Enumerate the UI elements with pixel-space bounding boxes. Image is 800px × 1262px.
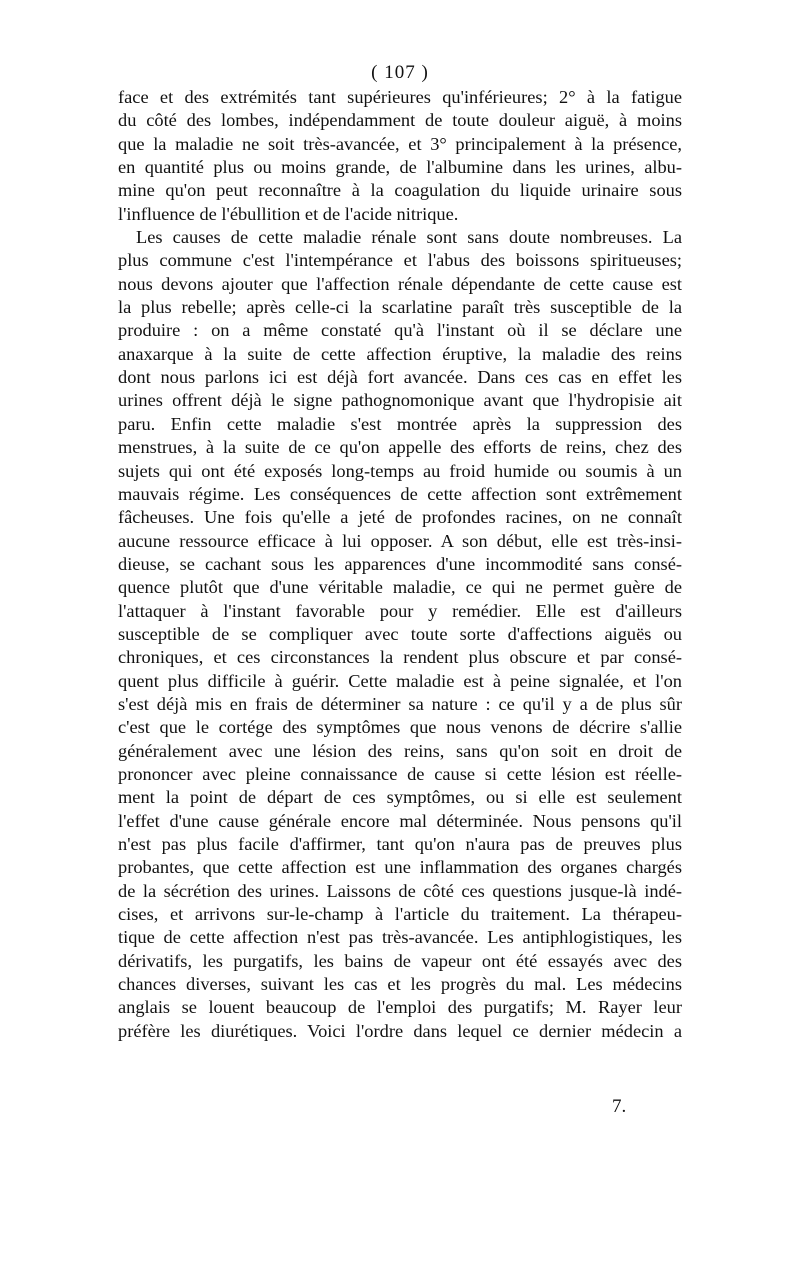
text-line: que la maladie ne soit très-avancée, et 3° principalement à la présence, xyxy=(118,133,682,154)
text-line: de la sécrétion des urines. Laissons de côté ces questions jusque-là indé- xyxy=(118,880,682,901)
text-line: quence plutôt que d'une véritable maladie, ce qui ne permet guère de xyxy=(118,577,682,598)
text-line: tique de cette affection n'est pas très-avancée. Les antiphlogistiques, les xyxy=(118,927,682,948)
text-line: prononcer avec pleine connaissance de cause si cette lésion est réelle- xyxy=(118,763,682,784)
body-text xyxy=(118,86,682,1043)
text-line: cises, et arrivons sur-le-champ à l'article du traitement. La thérapeu- xyxy=(118,904,682,925)
text-line: généralement avec une lésion des reins, sans qu'on soit en droit de xyxy=(118,740,682,761)
text-line: mine qu'on peut reconnaître à la coagulation du liquide urinaire sous xyxy=(118,180,682,201)
text-line: du côté des lombes, indépendamment de toute douleur aiguë, à moins xyxy=(118,110,682,131)
text-line: c'est que le cortége des symptômes que nous venons de décrire s'allie xyxy=(118,717,682,738)
text-line: n'est pas plus facile d'affirmer, tant qu'on n'aura pas de preuves plus xyxy=(118,834,682,854)
text-line: anaxarque à la suite de cette affection éruptive, la maladie des reins xyxy=(118,343,682,364)
text-line: aucune ressource efficace à lui opposer. A son début, elle est très-insi- xyxy=(118,530,682,551)
text-line: dont nous parlons ici est déjà fort avancée. Dans ces cas en effet les xyxy=(118,367,682,388)
text-line: fâcheuses. Une fois qu'elle a jeté de profondes racines, on ne connaît xyxy=(118,507,682,528)
text-line: sujets qui ont été exposés long-temps au froid humide ou soumis à un xyxy=(118,460,682,481)
text-line: face et des extrémités tant supérieures qu'inférieures; 2° à la fatigue xyxy=(118,87,682,107)
text-line: dieuse, se cachant sous les apparences d'une incommodité sans consé- xyxy=(118,553,682,574)
text-line: l'influence de l'ébullition et de l'acide nitrique. xyxy=(118,203,459,224)
text-line: l'attaquer à l'instant favorable pour y remédier. Elle est d'ailleurs xyxy=(118,600,682,621)
text-line: chances diverses, suivant les cas et les progrès du mal. Les médecins xyxy=(118,974,682,995)
text-line: nous devons ajouter que l'affection rénale dépendante de cette cause est xyxy=(118,273,682,294)
text-line: paru. Enfin cette maladie s'est montrée après la suppression des xyxy=(118,413,682,434)
text-line: chroniques, et ces circonstances la rendent plus obscure et par consé- xyxy=(118,647,682,668)
page-number: ( 107 ) xyxy=(371,62,429,83)
text-line: quent plus difficile à guérir. Cette maladie est à peine signalée, et l'on xyxy=(118,670,682,691)
text-line: Les causes de cette maladie rénale sont sans doute nombreuses. La xyxy=(136,227,682,248)
text-line: urines offrent déjà le signe pathognomonique avant que l'hydropisie ait xyxy=(118,390,682,411)
text-line: produire : on a même constaté qu'à l'instant où il se déclare une xyxy=(118,320,682,341)
text-line: préfère les diurétiques. Voici l'ordre dans lequel ce dernier médecin a xyxy=(118,1020,682,1041)
text-line: s'est déjà mis en frais de déterminer sa nature : ce qu'il y a de plus sûr xyxy=(118,693,682,714)
text-line: plus commune c'est l'intempérance et l'abus des boissons spiritueuses; xyxy=(118,250,682,271)
text-line: la plus rebelle; après celle-ci la scarlatine paraît très susceptible de la xyxy=(118,297,682,318)
text-line: probantes, que cette affection est une inflammation des organes chargés xyxy=(118,857,682,878)
text-line: susceptible de se compliquer avec toute sorte d'affections aiguës ou xyxy=(118,623,682,644)
text-line: en quantité plus ou moins grande, de l'albumine dans les urines, albu- xyxy=(118,157,682,178)
text-line: menstrues, à la suite de ce qu'on appelle des efforts de reins, chez des xyxy=(118,437,682,458)
text-line: dérivatifs, les purgatifs, les bains de vapeur ont été essayés avec des xyxy=(118,950,682,971)
text-line: l'effet d'une cause générale encore mal déterminée. Nous pensons qu'il xyxy=(118,810,682,831)
text-line: anglais se louent beaucoup de l'emploi des purgatifs; M. Rayer leur xyxy=(118,997,682,1018)
text-line: ment la point de départ de ces symptômes, ou si elle est seulement xyxy=(118,787,682,808)
text-line: mauvais régime. Les conséquences de cette affection sont extrêmement xyxy=(118,483,682,504)
signature-mark: 7. xyxy=(612,1096,627,1117)
